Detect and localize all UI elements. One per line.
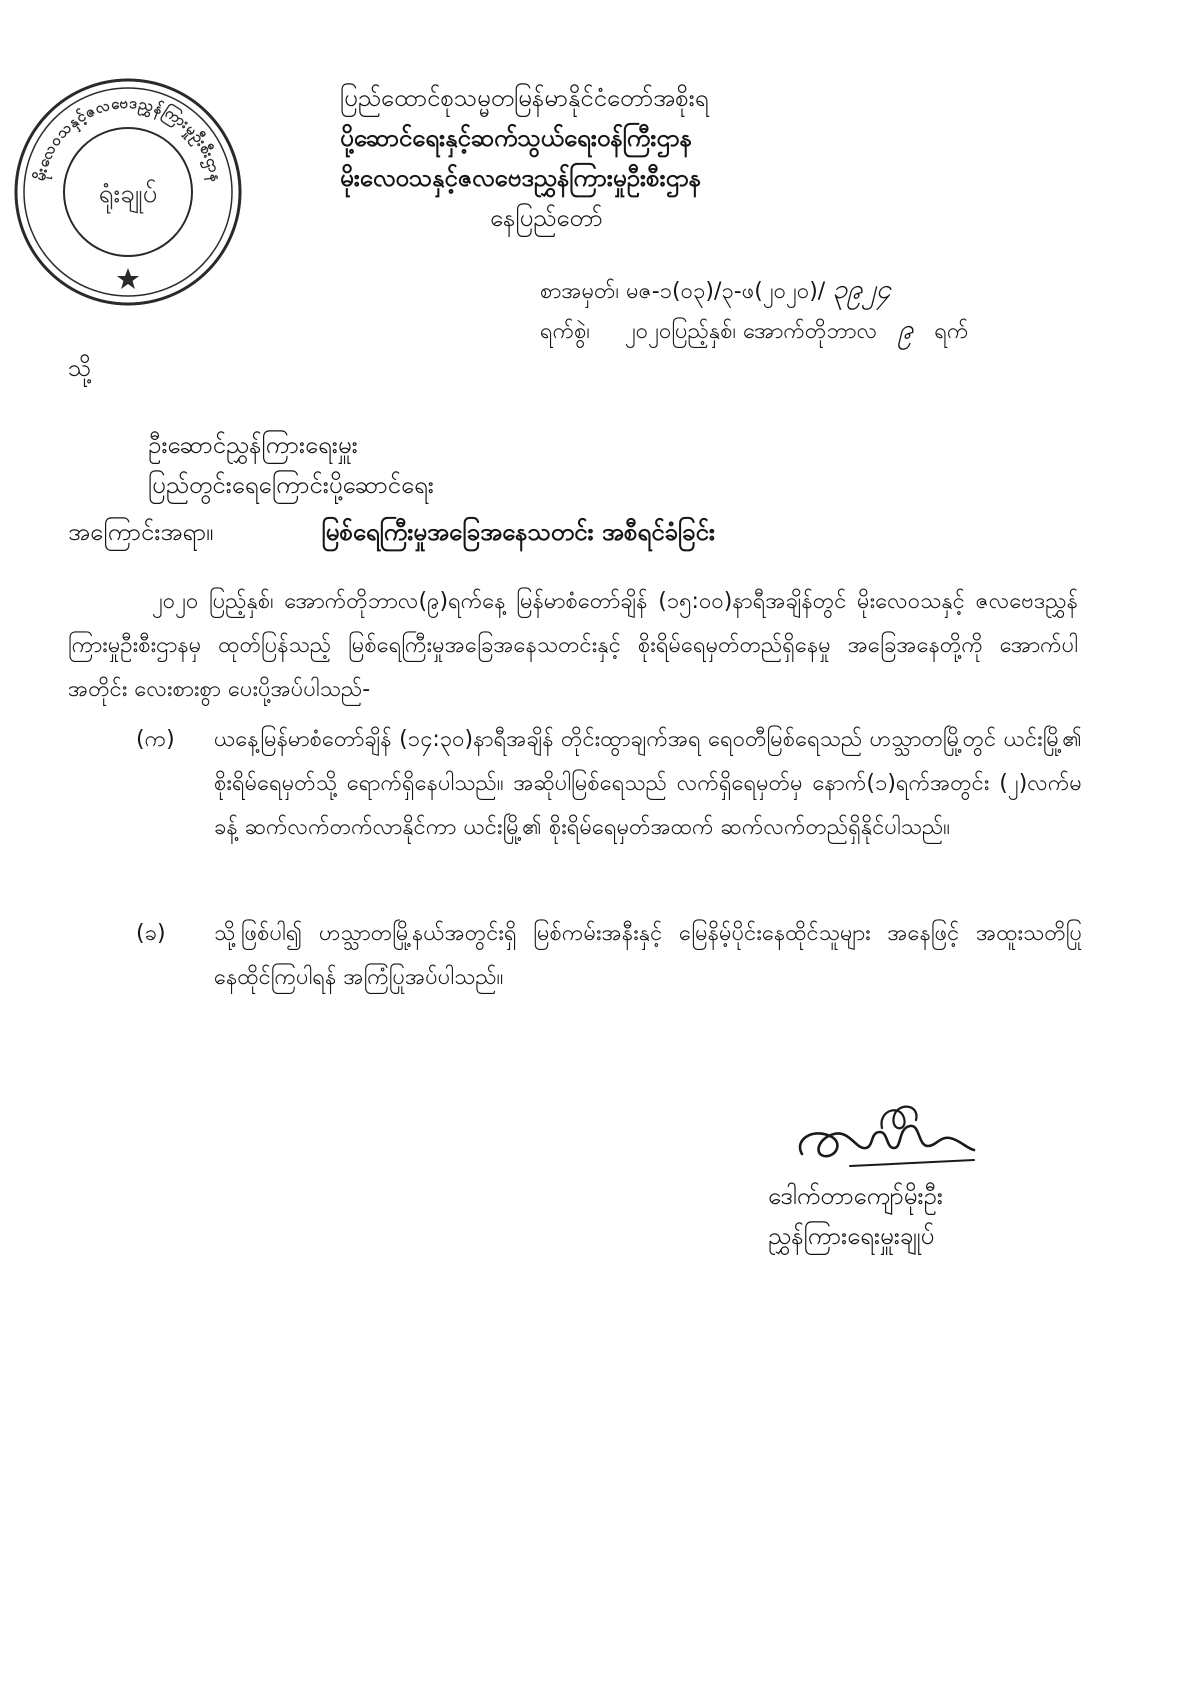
point-marker: (ခ) xyxy=(136,921,166,946)
letterhead-department: မိုးလေဝသနှင့်ဇလဗေဒညွှန်ကြားမှုဦးစီးဌာန xyxy=(340,164,702,192)
signatory-title: ညွှန်ကြားရေးမှူးချုပ် xyxy=(768,1222,935,1250)
subject-line xyxy=(68,512,715,552)
office-seal xyxy=(12,76,244,308)
point-marker: (က) xyxy=(136,727,175,752)
seal-ring-text: မိုးလေဝသနှင့်ဇလဗေဒညွှန်ကြားမှုဦးစီးဌာန xyxy=(30,93,226,184)
subject-text: မြစ်ရေကြီးမှုအခြေအနေသတင်း အစီရင်ခံခြင်း xyxy=(321,518,715,546)
reference-number-value: မဇ-၁(၀၃)/၃-ဖ(၂၀၂၀)/ xyxy=(626,279,826,304)
point-text: ယနေ့မြန်မာစံတော်ချိန် (၁၄:၃၀)နာရီအချိန် တိုင်းထွာချက်အရ ရေဝတီမြစ်ရေသည် ဟသ္သာတမြို့တွင် ယင်းမြို့၏ စိုးရိမ်ရေမှတ်သို့ ရောက်ရှိနေပါသည်။ အဆိုပါမြစ်ရေသည် လက်ရှိရေမှတ်မှ နောက်(၁)ရက်အတွင်း (၂)လက်မခန့် ဆက်လက်တက်လာနိုင်ကာ ယင်းမြို့၏ စိုးရိမ်ရေမှတ်အထက် ဆက်လက်တည်ရှိနိုင်ပါသည်။ xyxy=(214,727,1082,840)
reference-block xyxy=(540,270,1100,350)
point-text: သို့ဖြစ်ပါ၍ ဟသ္သာတမြို့နယ်အတွင်းရှိ မြစ်ကမ်းအနီးနှင့် မြေနိမ့်ပိုင်းနေထိုင်သူများ အနေဖြင့် အထူးသတိပြုနေထိုင်ကြပါရန် အကြံပြုအပ်ပါသည်။ xyxy=(214,921,1082,990)
addressee-department: ပြည်တွင်းရေကြောင်းပို့ဆောင်ရေး xyxy=(148,471,434,499)
reference-date-row xyxy=(540,310,1100,350)
seal-star-icon xyxy=(117,268,139,289)
letterhead-city: နေပြည်တော် xyxy=(490,204,603,232)
addressee-title: ဦးဆောင်ညွှန်ကြားရေးမှူး xyxy=(148,431,358,459)
reference-date-suffix: ရက် xyxy=(934,319,969,344)
reference-date-day: ၉ xyxy=(898,314,914,345)
reference-number-handwritten: ၃၉၂၄ xyxy=(832,274,892,305)
handwritten-signature xyxy=(790,1092,980,1182)
reference-date-value: ၂၀၂၀ပြည့်နှစ်၊ အောက်တိုဘာလ xyxy=(624,319,878,344)
body-point-ka xyxy=(136,718,1082,850)
to-label: သို့ xyxy=(68,354,92,382)
signature-block xyxy=(768,1176,943,1256)
signatory-name: ဒေါက်တာကျော်မိုးဦး xyxy=(768,1182,943,1210)
reference-date-label: ရက်စွဲ၊ xyxy=(540,319,591,344)
addressee-block xyxy=(148,425,434,505)
letterhead-ministry: ပို့ဆောင်ရေးနှင့်ဆက်သွယ်ရေးဝန်ကြီးဌာန xyxy=(340,124,692,152)
body-point-kha xyxy=(136,912,1082,1000)
subject-label: အကြောင်းအရာ။ xyxy=(68,518,214,546)
letterhead xyxy=(340,78,900,238)
reference-number-row xyxy=(540,270,1100,310)
body-intro-paragraph: ၂၀၂၀ ပြည့်နှစ်၊ အောက်တိုဘာလ(၉)ရက်နေ့ မြန်မာစံတော်ချိန် (၁၅:၀၀)နာရီအချိန်တွင် မိုးလေဝသနှင့် ဇလဗေဒညွှန်ကြားမှုဦးစီးဌာနမှ ထုတ်ပြန်သည့် မြစ်ရေကြီးမှုအခြေအနေသတင်းနှင့် စိုးရိမ်ရေမှတ်တည်ရှိနေမှု အခြေအနေတို့ကို အောက်ပါအတိုင်း လေးစားစွာ ပေးပို့အပ်ပါသည်- xyxy=(68,589,1078,702)
letterhead-government: ပြည်ထောင်စုသမ္မတမြန်မာနိုင်ငံတော်အစိုးရ xyxy=(340,84,709,112)
svg-text:မိုးလေဝသနှင့်ဇလဗေဒညွှန်ကြားမှု xyxy=(30,94,226,185)
reference-number-label: စာအမှတ်၊ xyxy=(540,279,620,304)
seal-center-text: ရုံးချုပ် xyxy=(98,179,158,209)
